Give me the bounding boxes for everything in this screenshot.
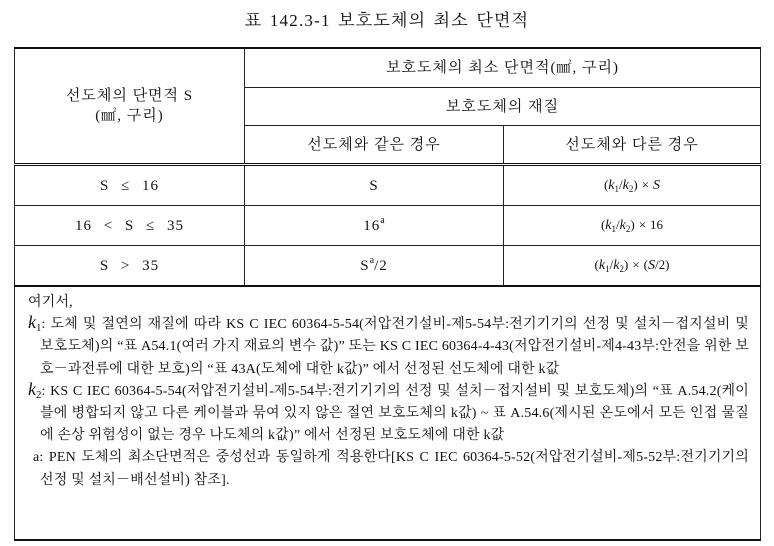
same-tail: /2	[374, 257, 388, 274]
min-protective-conductor-table	[14, 47, 761, 541]
formula-times: ×	[632, 257, 640, 272]
same-base: 16	[363, 217, 381, 234]
formula-rhs-post: /2)	[654, 257, 670, 272]
table-title: 표 142.3-1 보호도체의 최소 단면적	[244, 11, 530, 30]
formula-rhs-pre: (	[643, 257, 648, 272]
table-row	[15, 165, 761, 206]
different-material-header: 선도체와 다른 경우	[504, 126, 761, 165]
same-material-value	[245, 206, 504, 246]
line-area-range: S ≤ 16	[15, 165, 245, 206]
formula-close: )	[623, 257, 629, 272]
same-base: S	[360, 257, 370, 274]
formula-k-num: k	[608, 178, 615, 193]
notes-cell	[15, 286, 761, 540]
k1-letter: k	[28, 312, 36, 333]
same-material-header: 선도체와 같은 경우	[245, 126, 504, 165]
k1-subscript: 1	[36, 322, 42, 335]
different-material-formula	[504, 206, 761, 246]
k1-text: : 도체 및 절연의 재질에 따라 KS C IEC 60364-5-54(저압전기설비-제5-54부:전기기기의 선정 및 설치－접지설비 및 보호도체)의 “표 A54.1(여러 가지 재료의 변수 값)” 또는 KS C IEC 60364-4-43(저압전기설비-제4-43부:안전을 위한 보호－과전류에 대한 보호)의 “표 43A(도체에 대한 k값)” 에서 선정된 선도체에 대한 k값	[40, 317, 749, 377]
k2-subscript: 2	[36, 388, 42, 401]
k2-text: : KS C IEC 60364-5-54(저압전기설비-제5-54부:전기기기의 선정 및 설치－접지설비 및 보호도체)의 “표 A.54.2(케이블에 병합되지 않고 다른 케이블과 묶여 있지 않은 절연 보호도체의 k값) ~ 표 A.54.6(제시된 온도에서 모든 인접 물질에 손상 위험성이 없는 경우 나도체의 k값)” 에서 선정된 보호도체에 대한 k값	[40, 383, 749, 444]
notes-intro: 여기서,	[28, 295, 73, 310]
note-k2	[28, 378, 749, 448]
note-a: a: PEN 도체의 최소단면적은 중성선과 동일하게 적용한다[KS C IEC 60364-5-52(저압전기설비-제5-52부:전기기기의 선정 및 설치－배선설비) 참조].	[33, 450, 749, 488]
formula-sub-den: 2	[619, 264, 624, 274]
ratio-formula	[595, 257, 670, 272]
formula-sub-den: 2	[625, 224, 631, 234]
formula-k-den: k	[619, 218, 626, 233]
formula-rhs-var: S	[647, 258, 655, 273]
notes-row	[15, 286, 761, 540]
line-area-range: 16 < S ≤ 35	[15, 206, 245, 246]
ratio-formula	[604, 177, 660, 192]
notes-block	[15, 287, 760, 537]
formula-open: (	[603, 177, 609, 192]
formula-k-num: k	[605, 218, 612, 233]
same-material-value	[245, 165, 504, 206]
formula-slash: /	[616, 217, 620, 232]
table-row	[15, 246, 761, 287]
formula-slash: /	[619, 177, 623, 192]
line-area-range: S > 35	[15, 246, 245, 287]
different-material-formula	[504, 165, 761, 206]
formula-close: )	[630, 217, 635, 232]
same-sup: a	[380, 214, 385, 226]
formula-sub-num: 1	[605, 264, 610, 274]
formula-k-num: k	[598, 258, 606, 273]
same-base: S	[369, 177, 379, 194]
formula-k-den: k	[613, 258, 620, 273]
formula-times: ×	[641, 177, 650, 192]
formula-times: ×	[638, 217, 647, 232]
formula-sub-num: 1	[614, 184, 620, 194]
k2-letter: k	[28, 378, 36, 399]
material-header: 보호도체의 재질	[245, 88, 761, 126]
formula-rhs-var: S	[653, 178, 661, 193]
formula-open: (	[600, 217, 606, 232]
note-k1	[28, 314, 749, 381]
formula-sub-num: 1	[611, 224, 617, 234]
line-conductor-area-header	[15, 48, 245, 165]
header-row-1	[15, 48, 761, 88]
line-conductor-area-unit: (㎟, 구리)	[95, 108, 164, 124]
table-row	[15, 206, 761, 246]
formula-sub-den: 2	[628, 184, 634, 194]
formula-k-den: k	[622, 178, 629, 193]
min-area-header: 보호도체의 최소 단면적(㎟, 구리)	[245, 48, 761, 88]
ratio-formula	[601, 217, 663, 232]
different-material-formula	[504, 246, 761, 287]
k1-symbol	[28, 312, 42, 335]
formula-rhs-post: 16	[650, 217, 664, 232]
k2-symbol	[28, 379, 42, 399]
same-sup: a	[369, 254, 375, 266]
formula-open: (	[594, 257, 599, 272]
same-material-value	[245, 246, 504, 287]
formula-close: )	[633, 177, 638, 192]
formula-slash: /	[609, 257, 614, 272]
line-conductor-area-label: 선도체의 단면적 S	[65, 88, 194, 104]
